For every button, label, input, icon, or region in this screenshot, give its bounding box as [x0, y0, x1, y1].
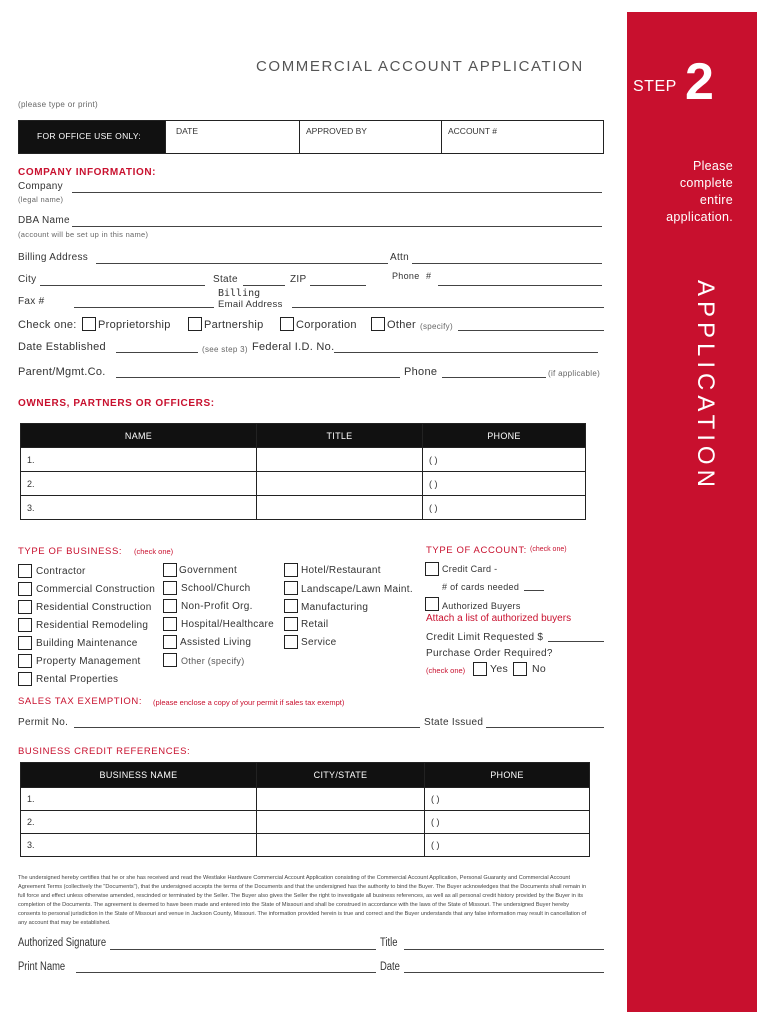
credit-row-2-phone[interactable]: ( )	[425, 811, 590, 834]
table-row	[21, 472, 586, 496]
email-address-label: Email Address	[218, 299, 283, 310]
property-management-checkbox[interactable]	[18, 654, 32, 668]
title-field[interactable]	[404, 949, 604, 950]
credit-row-2-city[interactable]	[257, 811, 425, 834]
date-label: Date	[380, 961, 400, 973]
parent-mgmt-label: Parent/Mgmt.Co.	[18, 366, 106, 378]
owners-row-3-phone[interactable]: ( )	[423, 496, 586, 520]
form-title: COMMERCIAL ACCOUNT APPLICATION	[256, 58, 584, 75]
residential-remodeling-label: Residential Remodeling	[36, 620, 149, 631]
company-field[interactable]	[72, 192, 602, 193]
city-label: City	[18, 274, 37, 285]
credit-limit-field[interactable]	[548, 641, 604, 642]
attn-field[interactable]	[412, 263, 602, 264]
non-profit-checkbox[interactable]	[163, 599, 177, 613]
table-row	[21, 834, 590, 857]
federal-id-field[interactable]	[334, 352, 598, 353]
company-info-heading: COMPANY INFORMATION:	[18, 167, 157, 178]
table-row	[21, 811, 590, 834]
check-one-label: Check one:	[18, 319, 77, 331]
building-maintenance-checkbox[interactable]	[18, 636, 32, 650]
billing-address-label: Billing Address	[18, 252, 89, 263]
owners-row-1-name[interactable]: 1.	[21, 448, 257, 472]
table-row	[21, 788, 590, 811]
if-applicable-note: (if applicable)	[548, 369, 601, 378]
credit-col-name: BUSINESS NAME	[21, 763, 257, 788]
building-maintenance-label: Building Maintenance	[36, 638, 138, 649]
sales-tax-note: (please enclose a copy of your permit if sales tax exempt)	[153, 698, 345, 707]
title-label: Title	[380, 937, 398, 949]
owners-col-title: TITLE	[257, 424, 423, 448]
authorized-signature-field[interactable]	[110, 949, 376, 950]
city-field[interactable]	[40, 285, 205, 286]
owners-row-3-name[interactable]: 3.	[21, 496, 257, 520]
business-type-check-one: (check one)	[134, 547, 174, 556]
office-use-label: FOR OFFICE USE ONLY:	[37, 131, 142, 141]
commercial-construction-label: Commercial Construction	[36, 584, 156, 595]
date-established-field[interactable]	[116, 352, 198, 353]
residential-construction-checkbox[interactable]	[18, 600, 32, 614]
landscape-checkbox[interactable]	[284, 581, 298, 595]
account-type-check-one: (check one)	[530, 546, 567, 553]
cards-needed-field[interactable]	[524, 590, 544, 591]
credit-row-2-name[interactable]: 2.	[21, 811, 257, 834]
zip-field[interactable]	[310, 285, 366, 286]
other-specify-checkbox[interactable]	[163, 653, 177, 667]
type-print-note: (please type or print)	[18, 100, 98, 109]
date-field[interactable]	[404, 972, 604, 973]
permit-no-field[interactable]	[74, 727, 420, 728]
contractor-checkbox[interactable]	[18, 564, 32, 578]
see-step3-note: (see step 3)	[202, 345, 248, 354]
residential-remodeling-checkbox[interactable]	[18, 618, 32, 632]
credit-refs-header	[21, 763, 590, 788]
dba-label: DBA Name	[18, 215, 70, 226]
print-name-field[interactable]	[76, 972, 376, 973]
owners-row-2-phone[interactable]: ( )	[423, 472, 586, 496]
hotel-restaurant-checkbox[interactable]	[284, 563, 298, 577]
manufacturing-checkbox[interactable]	[284, 599, 298, 613]
table-row	[21, 496, 586, 520]
phone-field[interactable]	[438, 285, 602, 286]
state-label: State	[213, 274, 238, 285]
credit-limit-label: Credit Limit Requested $	[426, 632, 544, 643]
office-date-cell[interactable]	[165, 121, 299, 153]
credit-col-city: CITY/STATE	[257, 763, 425, 788]
owners-table	[20, 423, 586, 520]
owners-row-2-name[interactable]: 2.	[21, 472, 257, 496]
office-approved-label: APPROVED BY	[306, 126, 367, 136]
table-row	[21, 448, 586, 472]
business-type-heading: TYPE OF BUSINESS:	[18, 546, 123, 557]
retail-checkbox[interactable]	[284, 617, 298, 631]
po-yes-checkbox[interactable]	[473, 662, 487, 676]
property-management-label: Property Management	[36, 656, 141, 667]
step-number: 2	[685, 53, 714, 111]
corporation-label: Corporation	[296, 319, 357, 331]
po-no-checkbox[interactable]	[513, 662, 527, 676]
office-use-box	[18, 120, 604, 154]
parent-phone-field[interactable]	[442, 377, 546, 378]
rental-properties-label: Rental Properties	[36, 674, 119, 685]
parent-mgmt-field[interactable]	[116, 377, 400, 378]
proprietorship-checkbox[interactable]	[82, 317, 96, 331]
credit-row-3-name[interactable]: 3.	[21, 834, 257, 857]
authorized-buyers-label: Authorized Buyers	[442, 601, 521, 611]
po-check-one: (check one)	[426, 666, 466, 675]
other-specify-field[interactable]	[458, 330, 604, 331]
phone-label: Phone	[392, 271, 420, 281]
dba-note: (account will be set up in this name)	[18, 230, 149, 239]
credit-card-checkbox[interactable]	[425, 562, 439, 576]
rental-properties-checkbox[interactable]	[18, 672, 32, 686]
print-name-label: Print Name	[18, 961, 66, 973]
assisted-living-checkbox[interactable]	[163, 635, 177, 649]
attach-list-note: Attach a list of authorized buyers	[426, 613, 572, 624]
commercial-construction-checkbox[interactable]	[18, 582, 32, 596]
office-account-cell[interactable]	[441, 121, 603, 153]
sales-tax-heading: SALES TAX EXEMPTION:	[18, 696, 143, 707]
service-checkbox[interactable]	[284, 635, 298, 649]
account-type-heading: TYPE OF ACCOUNT:	[426, 545, 527, 556]
federal-id-label: Federal I.D. No.	[252, 341, 335, 353]
credit-row-3-city[interactable]	[257, 834, 425, 857]
permit-no-label: Permit No.	[18, 717, 69, 728]
service-label: Service	[301, 637, 337, 648]
billing-label: Billing	[218, 288, 261, 299]
owners-table-header	[21, 424, 586, 448]
government-label: Government	[179, 565, 238, 576]
landscape-label: Landscape/Lawn Maint.	[301, 584, 413, 595]
phone-hash: #	[426, 271, 432, 281]
manufacturing-label: Manufacturing	[301, 602, 369, 613]
state-issued-label: State Issued	[424, 717, 484, 728]
parent-phone-label: Phone	[404, 366, 438, 378]
corporation-checkbox[interactable]	[280, 317, 294, 331]
billing-address-field[interactable]	[96, 263, 388, 264]
fax-field[interactable]	[74, 307, 214, 308]
retail-label: Retail	[301, 619, 329, 630]
credit-row-1-city[interactable]	[257, 788, 425, 811]
credit-refs-heading: BUSINESS CREDIT REFERENCES:	[18, 746, 191, 757]
billing-email-field[interactable]	[292, 307, 604, 308]
step-sidebar	[627, 12, 757, 1012]
hotel-restaurant-label: Hotel/Restaurant	[301, 565, 381, 576]
owners-row-1-title[interactable]	[257, 448, 423, 472]
owners-heading: OWNERS, PARTNERS OR OFFICERS:	[18, 398, 215, 409]
application-vertical-text: APPLICATION	[692, 280, 719, 492]
po-no-label: No	[532, 663, 547, 675]
po-required-label: Purchase Order Required?	[426, 648, 553, 659]
authorized-signature-label: Authorized Signature	[18, 937, 107, 949]
contractor-label: Contractor	[36, 566, 86, 577]
credit-row-1-phone[interactable]: ( )	[425, 788, 590, 811]
credit-card-label: Credit Card -	[442, 564, 498, 574]
office-account-label: ACCOUNT #	[448, 126, 497, 136]
partnership-label: Partnership	[204, 319, 264, 331]
government-checkbox[interactable]	[163, 563, 177, 577]
hospital-healthcare-checkbox[interactable]	[163, 617, 177, 631]
state-field[interactable]	[243, 285, 285, 286]
owners-col-phone: PHONE	[423, 424, 586, 448]
office-approved-cell[interactable]	[299, 121, 441, 153]
credit-row-1-name[interactable]: 1.	[21, 788, 257, 811]
date-established-label: Date Established	[18, 341, 106, 353]
partnership-checkbox[interactable]	[188, 317, 202, 331]
legal-fine-print: The undersigned hereby certifies that he or she has received and read the Westlake Hardware Commercial Account Application consisting of the Commercial Account Application, Personal Guaranty and Commercial Account Agreement Terms (collectively the "Documents"), that the undersigned accepts the terms of the Documents and that the undersigned has the authority to bind the Buyer. The Buyer acknowledges that the Documents shall remain in full force and effect unless otherwise amended, rescinded or terminated by the Seller. The Buyer also gives the Seller the right to investigate all business references, as well as all personal credit history provided by the Buyer in its completion of the Documents. The agreement is deemed to have been made and entered into the State of Missouri and shall be construed in accordance with the laws of the State of Missouri. The undersigned Buyer hereby consents to personal jurisdiction in the State of Missouri and venue in Jackson County, Missouri. The information provided herein is true and correct and the Buyer understands that any false information may result in cancellation of any account that may be established.	[18, 875, 587, 926]
proprietorship-label: Proprietorship	[98, 319, 171, 331]
school-church-checkbox[interactable]	[163, 581, 177, 595]
owners-row-2-title[interactable]	[257, 472, 423, 496]
other-label: Other	[387, 319, 417, 331]
step-message: Please complete entire application.	[666, 159, 733, 224]
authorized-buyers-checkbox[interactable]	[425, 597, 439, 611]
hospital-healthcare-label: Hospital/Healthcare	[181, 619, 274, 630]
other-specify-note: (specify)	[420, 322, 453, 331]
other-checkbox[interactable]	[371, 317, 385, 331]
fax-label: Fax #	[18, 296, 45, 307]
po-yes-label: Yes	[490, 663, 509, 675]
zip-label: ZIP	[290, 274, 307, 285]
step-label: STEP	[633, 78, 677, 95]
state-issued-field[interactable]	[486, 727, 604, 728]
cards-needed-label: # of cards needed	[442, 582, 520, 592]
office-date-label: DATE	[176, 126, 199, 136]
assisted-living-label: Assisted Living	[180, 637, 252, 648]
attn-label: Attn	[390, 252, 409, 263]
owners-col-name: NAME	[21, 424, 257, 448]
other-specify-label: Other (specify)	[181, 656, 245, 666]
office-use-label-cell	[19, 121, 165, 153]
owners-row-1-phone[interactable]: ( )	[423, 448, 586, 472]
legal-name-note: (legal name)	[18, 195, 64, 204]
company-label: Company	[18, 181, 63, 192]
owners-row-3-title[interactable]	[257, 496, 423, 520]
credit-refs-table	[20, 762, 590, 857]
credit-col-phone: PHONE	[425, 763, 590, 788]
school-church-label: School/Church	[181, 583, 251, 594]
non-profit-label: Non-Profit Org.	[181, 601, 253, 612]
credit-row-3-phone[interactable]: ( )	[425, 834, 590, 857]
residential-construction-label: Residential Construction	[36, 602, 152, 613]
dba-field[interactable]	[72, 226, 602, 227]
